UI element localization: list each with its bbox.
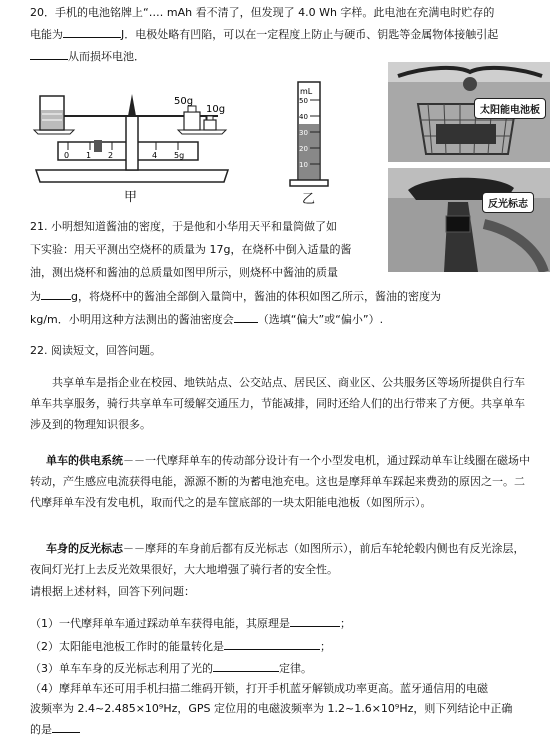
cylinder-tick: 20	[299, 145, 308, 153]
solar-panel-label: 太阳能电池板	[474, 98, 546, 119]
q22-sub-3	[30, 659, 312, 678]
balance-drawing	[28, 78, 238, 188]
q22-sub-2	[30, 637, 331, 656]
q21-line-5-a: kg/m．小明用这种方法测出的酱油密度会	[30, 313, 234, 326]
answer-blank	[290, 614, 340, 627]
balance-caption: 甲	[124, 190, 138, 205]
scale-tick-label: 1	[86, 151, 92, 160]
answer-blank	[30, 47, 68, 60]
scale-tick-label: 4	[152, 151, 158, 160]
scale-tick-label: 5g	[174, 151, 185, 160]
cylinder-caption: 乙	[302, 192, 316, 207]
cylinder-tick: 40	[299, 113, 308, 121]
scale-tick-label: 0	[64, 151, 70, 160]
q22-paragraph-2-heading: 单车的供电系统	[46, 454, 123, 467]
q21-line-5-b: （选填“偏大”或“偏小”）.	[257, 313, 384, 326]
q22-sub-1-text: （1）一代摩拜单车通过踩动单车获得电能，其原理是	[30, 617, 290, 630]
answer-blank	[52, 720, 80, 733]
q22-prompt: 请根据上述材料，回答下列问题：	[30, 585, 195, 598]
q22-sub-4-line-1: （4）摩拜单车还可用手机扫描二维码开锁，打开手机蓝牙解锁成功率更高。蓝牙通信用的电磁	[30, 682, 488, 695]
cylinder-tick: 10	[299, 161, 308, 169]
answer-blank	[224, 637, 320, 650]
q21-line-4-b: g，将烧杯中的酱油全部倒入量筒中，酱油的体积如图乙所示，酱油的密度为	[71, 290, 441, 303]
q20-line-1: 20．手机的电池铭牌上“‥‥ mAh 看不清了，但发现了 4.0 Wh 字样。此电池在充满电时贮存的	[30, 6, 495, 19]
q21-line-1: 21. 小明想知道酱油的密度，于是他和小华用天平和量筒做了如	[30, 220, 337, 233]
cylinder-drawing	[280, 80, 340, 190]
q22-sub-4-line-3	[30, 720, 80, 739]
q22-title: 22. 阅读短文，回答问题。	[30, 344, 161, 357]
answer-blank	[234, 310, 258, 323]
q21-line-4	[30, 287, 441, 306]
answer-blank	[213, 659, 279, 672]
q22-sub-2-text: （2）太阳能电池板工作时的能量转化是	[30, 640, 224, 653]
q20-line-3-b: 从而损坏电池．	[68, 50, 145, 63]
q22-paragraph-3-heading: 车身的反光标志	[46, 542, 123, 555]
q22-sub-3-text: （3）单车车身的反光标志利用了光的	[30, 662, 213, 675]
q22-sub-3-end: 定律。	[279, 662, 312, 675]
q20-line-2	[30, 25, 498, 44]
cylinder-tick: 30	[299, 129, 308, 137]
q22-paragraph-1: 共享单车是指企业在校园、地铁站点、公交站点、居民区、商业区、公共服务区等场所提供自行车单车共享服务，骑行共享单车可缓解交通压力，节能减排，同时还给人们的出行带来了方便。共享单车涉及到的物理知识很多。	[30, 376, 525, 431]
q20-line-3	[30, 47, 145, 66]
bike-seat-drawing	[388, 168, 550, 272]
q22-sub-4-line-2: 波频率为 2.4~2.485×10⁹Hz，GPS 定位用的电磁波频率为 1.2~1.6×10⁹Hz，则下列结论中正确	[30, 702, 513, 715]
reflector-photo	[388, 168, 550, 272]
q21-line-3: 油，测出烧杯和酱油的总质量如图甲所示，则烧杯中酱油的质量	[30, 266, 338, 279]
reflector-label: 反光标志	[482, 192, 534, 213]
balance-figure	[28, 78, 238, 208]
q22-paragraph-2	[30, 450, 535, 513]
q21-line-5	[30, 310, 383, 329]
q22-paragraph-2-body: －－一代摩拜单车的传动部分设计有一个小型发电机，通过踩动单车让线圈在磁场中转动，产生感应电流获得电能，源源不断的为蓄电池充电。这也是摩拜单车踩起来费劲的原因之一。二代摩拜单车没有发电机，取而代之的是车筐底部的一块太阳能电池板（如图所示）。	[30, 454, 530, 509]
q20-line-2-b: J．电极处略有凹陷，可以在一定程度上防止与硬币、钥匙等金属物体接触引起	[121, 28, 499, 41]
solar-panel-photo	[388, 62, 550, 162]
weight-label-50g: 50g	[174, 96, 194, 107]
cylinder-figure	[280, 80, 340, 210]
weight-label-10g: 10g	[206, 104, 226, 115]
cylinder-unit: mL	[300, 87, 313, 96]
q22-sub-1-end: ；	[340, 617, 351, 630]
q21-line-2: 下实验：用天平测出空烧杯的质量为 17g，在烧杯中倒入适量的酱	[30, 243, 352, 256]
cylinder-tick: 50	[299, 97, 308, 105]
scale-tick-label: 2	[108, 151, 114, 160]
q21-line-4-a: 为	[30, 290, 41, 303]
q22-sub-2-end: ；	[320, 640, 331, 653]
answer-blank	[41, 287, 71, 300]
q20-line-2-a: 电能为	[30, 28, 63, 41]
q22-sub-4-line-3-text: 的是	[30, 723, 52, 736]
answer-blank	[63, 25, 121, 38]
q22-paragraph-3-body: －－摩拜的车身前后都有反光标志（如图所示），前后车轮轮毂内侧也有反光涂层，夜间灯光打上去反光效果很好，大大地增强了骑行者的安全性。	[30, 542, 525, 576]
q22-paragraph-3	[30, 538, 535, 580]
q22-sub-1	[30, 614, 351, 633]
